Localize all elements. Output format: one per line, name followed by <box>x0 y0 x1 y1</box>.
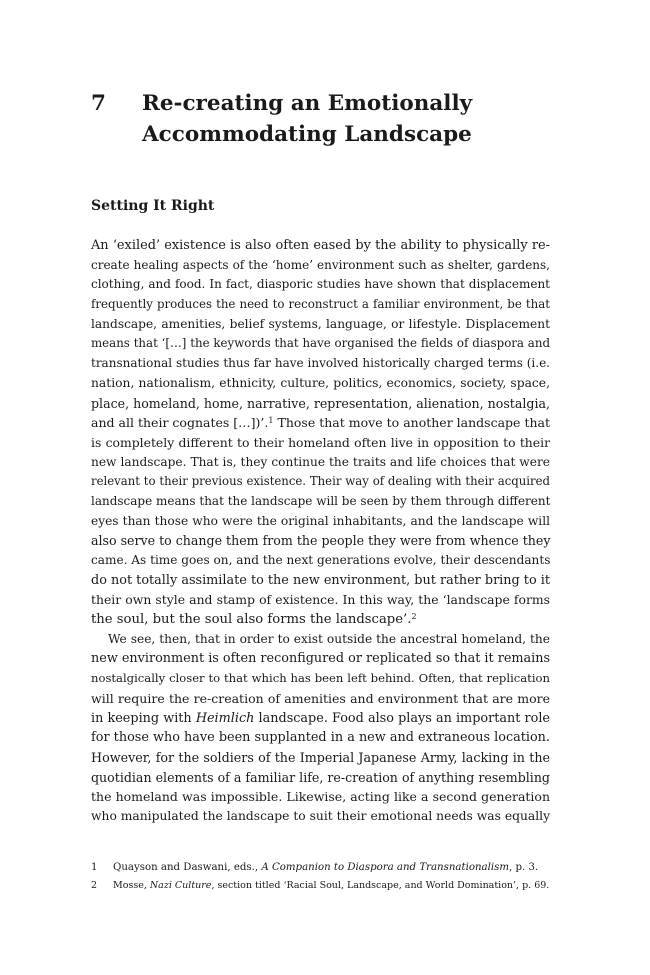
footnote-text: Mosse, <box>113 880 150 891</box>
footnote-number: 1 <box>91 862 98 873</box>
text-line <box>91 413 550 433</box>
text-line: We see, then, that in order to exist outside the ancestral homeland, the <box>108 631 550 646</box>
text-line: the homeland was impossible. Likewise, acting like a second generation <box>91 789 550 805</box>
text-line <box>91 709 550 729</box>
text-line: relevant to their previous existence. Their way of dealing with their acquired <box>91 474 550 489</box>
text-fragment: Those that move to another landscape that <box>273 415 551 431</box>
text-line: will require the re-creation of amenities and environment that are more <box>91 690 550 706</box>
emphasis: Heimlich <box>195 710 255 726</box>
footnote-number: 2 <box>91 880 98 891</box>
paragraph-2 <box>91 630 550 827</box>
chapter-title <box>142 88 551 150</box>
paragraph-1 <box>91 236 550 630</box>
text-line: eyes than those who were the original inhabitants, and the landscape will <box>91 513 550 528</box>
text-line: their own style and stamp of existence. In this way, the ‘landscape forms <box>91 592 550 608</box>
text-line: nation, nationalism, ethnicity, culture, politics, economics, society, space, <box>91 375 550 390</box>
text-fragment: landscape. Food also plays an important role <box>254 710 550 726</box>
footnote-ref-2[interactable]: 2 <box>411 612 417 622</box>
footnote-text: , section titled ‘Racial Soul, Landscape, and World Domination’, p. 69. <box>211 880 550 891</box>
footnote-text: Quayson and Daswani, eds., <box>113 862 262 873</box>
text-fragment: and all their cognates […])’. <box>91 415 269 431</box>
body-text <box>91 236 550 827</box>
text-line: do not totally assimilate to the new environment, but rather bring to it <box>91 572 550 588</box>
text-line: transnational studies thus far have involved historically charged terms (i.e. <box>91 356 550 371</box>
text-line: An ‘exiled’ existence is also often eased by the ability to physically re- <box>91 238 550 253</box>
footnotes <box>91 859 550 895</box>
footnote-text: , p. 3. <box>509 862 539 873</box>
text-line: place, homeland, home, narrative, representation, alienation, nostalgia, <box>91 395 551 411</box>
chapter-title-line: Accommodating Landscape <box>142 122 472 147</box>
footnote-title: Nazi Culture <box>149 880 212 891</box>
text-line: frequently produces the need to reconstruct a familiar environment, be that <box>91 297 550 312</box>
text-line: also serve to change them from the people they were from whence they <box>91 533 551 549</box>
footnote-2 <box>91 877 550 895</box>
chapter-number: 7 <box>91 91 106 116</box>
text-line: who manipulated the landscape to suit their emotional needs was equally <box>91 808 551 823</box>
text-line <box>91 610 550 630</box>
footnote-1 <box>91 859 550 877</box>
section-heading: Setting It Right <box>91 198 215 214</box>
text-line: However, for the soldiers of the Imperial Japanese Army, lacking in the <box>91 749 550 765</box>
text-line: for those who have been supplanted in a new and extraneous location. <box>91 730 550 746</box>
text-fragment: the soul, but the soul also forms the landscape’. <box>91 612 412 628</box>
text-line: came. As time goes on, and the next generations evolve, their descendants <box>91 553 551 567</box>
text-line: new environment is often reconfigured or replicated so that it remains <box>91 651 551 667</box>
text-line: new landscape. That is, they continue the traits and life choices that were <box>91 454 550 469</box>
footnote-title: A Companion to Diaspora and Transnationalism <box>261 862 510 873</box>
text-line: clothing, and food. In fact, diasporic studies have shown that displacement <box>91 277 550 292</box>
text-line: is completely different to their homeland often live in opposition to their <box>91 434 550 450</box>
chapter-title-line: Re-creating an Emotionally <box>142 91 473 116</box>
text-line: landscape, amenities, belief systems, language, or lifestyle. Displacement <box>91 316 550 331</box>
text-line: nostalgically closer to that which has been left behind. Often, that replication <box>91 671 550 686</box>
text-line: create healing aspects of the ‘home’ environment such as shelter, gardens, <box>91 257 550 272</box>
text-line: landscape means that the landscape will be seen by them through different <box>91 493 551 508</box>
text-line: means that ‘[…] the keywords that have organised the fields of diaspora and <box>91 336 550 351</box>
text-fragment: in keeping with <box>91 710 196 726</box>
text-line: quotidian elements of a familiar life, re-creation of anything resembling <box>91 769 550 785</box>
footnote-ref-1[interactable]: 1 <box>268 416 274 426</box>
